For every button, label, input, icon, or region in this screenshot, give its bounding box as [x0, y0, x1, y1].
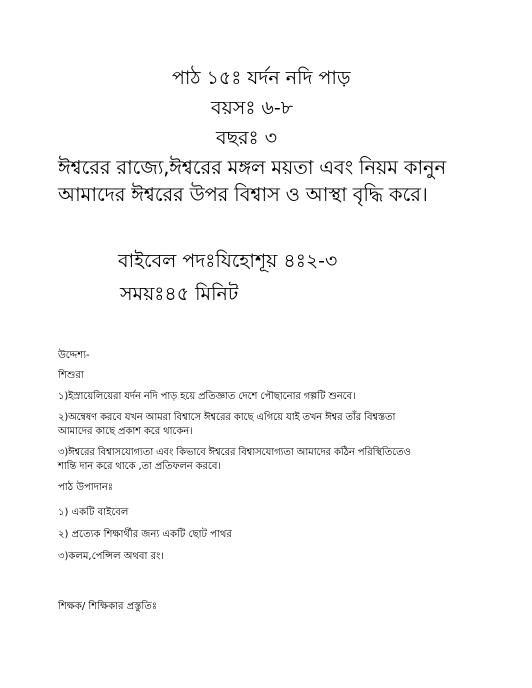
teacher-prep-heading: শিক্ষক/ শিক্ষিকার প্রস্তুতিঃ: [58, 601, 158, 612]
material-item-2: ২) প্রত্যেক শিক্ষার্থীর জন্য একটি ছোট পাথর: [58, 529, 232, 540]
objective-item-2-line-2: আমাদের কাছে প্রকাশ করে থাকেন।: [58, 426, 193, 437]
year-label: বছরঃ ৩: [216, 127, 278, 149]
lesson-title: পাঠ ১৫ঃ যর্দন নদি পাড়: [172, 67, 351, 89]
objective-item-3-line-2: শান্তি দান করে থাকে ,তা প্রতিফলন করবে।: [58, 461, 221, 472]
materials-heading: পাঠ উপাদানঃ: [58, 482, 114, 493]
material-item-3: ৩)কলম,পেন্সিল অথবা রং।: [58, 551, 164, 562]
objectives-heading: উদ্দেশ্য-: [58, 350, 90, 361]
material-item-1: ১) একটি বাইবেল: [58, 507, 129, 518]
theme-line-2: আমাদের ঈশ্বরের উপর বিশ্বাস ও আস্থা বৃদ্ধি করে।: [58, 183, 428, 206]
objective-item-1: ১)ইস্রায়েলিয়েরা যর্দন নদি পাড় হয়ে প্রতিজ্ঞাত দেশে পৌছানোর গল্পটি শুনবে।: [58, 391, 356, 402]
objective-item-2-line-1: ২)অন্বেষণ করবে যখন আমরা বিশ্বাসে ঈশ্বরের কাছে এগিয়ে যাই তখন ঈশ্বর তাঁর বিশ্বস্ততা: [58, 412, 396, 423]
lesson-duration: সময়ঃ৪৫ মিনিট: [120, 283, 239, 305]
objective-item-3-line-1: ৩)ঈশ্বরের বিশ্বাসযোগ্যতা এবং কিভাবে ঈশ্বরের বিশ্বাসযোগ্যতা আমাদের কঠিন পরিস্থিতিতেও: [58, 447, 411, 458]
bible-verse: বাইবেল পদঃযিহোশূয় ৪ঃ২-৩: [118, 250, 338, 272]
theme-line-1: ঈশ্বরের রাজ্যে,ঈশ্বরের মঙ্গল ময়তা এবং নিয়ম কানুন: [58, 156, 446, 179]
objectives-subheading: শিশুরা: [58, 370, 84, 381]
age-label: বয়সঃ ৬-৮: [211, 97, 294, 119]
